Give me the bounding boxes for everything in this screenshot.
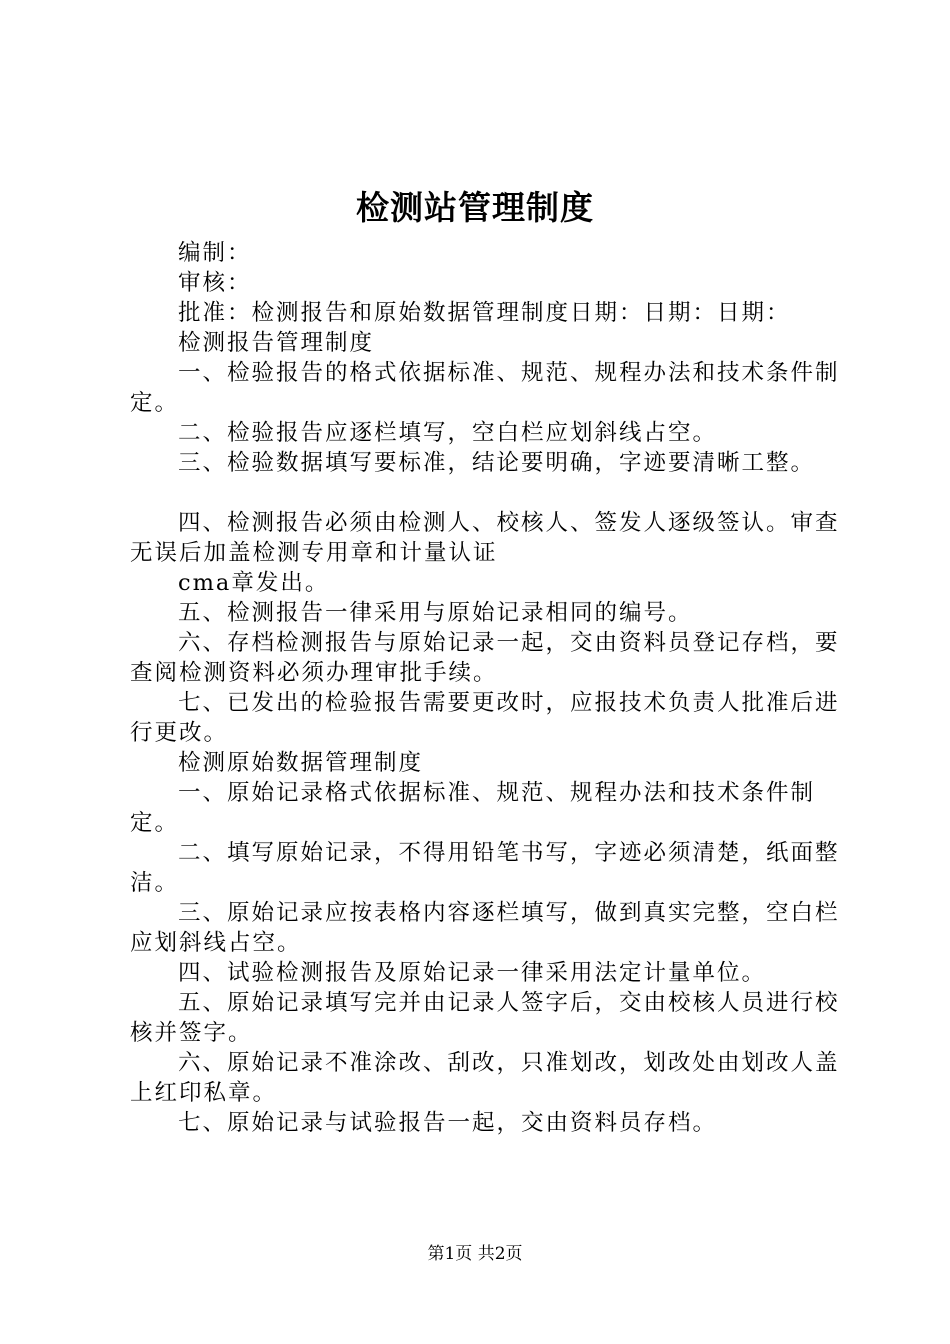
report-rule-4-continued: cma章发出。: [178, 570, 330, 596]
report-rule-7: 七、已发出的检验报告需要更改时，应报技术负责人批准后进行更改。: [130, 690, 840, 746]
document-title: 检测站管理制度: [356, 188, 594, 227]
section-heading-raw-data: 检测原始数据管理制度: [178, 750, 424, 776]
report-rule-1: 一、检验报告的格式依据标准、规范、规程办法和技术条件制定。: [130, 360, 840, 416]
section-heading-report: 检测报告管理制度: [178, 330, 375, 356]
page-number-footer: 第1页 共2页: [427, 1244, 523, 1264]
raw-data-rule-3: 三、原始记录应按表格内容逐栏填写，做到真实完整，空白栏应划斜线占空。: [130, 900, 840, 956]
report-rule-3: 三、检验数据填写要标准，结论要明确，字迹要清晰工整。: [178, 450, 816, 476]
report-rule-2: 二、检验报告应逐栏填写，空白栏应划斜线占空。: [178, 420, 718, 446]
raw-data-rule-4: 四、试验检测报告及原始记录一律采用法定计量单位。: [178, 960, 767, 986]
report-rule-5: 五、检测报告一律采用与原始记录相同的编号。: [178, 600, 693, 626]
raw-data-rule-5: 五、原始记录填写完并由记录人签字后，交由校核人员进行校核并签字。: [130, 990, 840, 1046]
report-rule-6: 六、存档检测报告与原始记录一起，交由资料员登记存档，要查阅检测资料必须办理审批手续。: [130, 630, 840, 686]
reviewed-by-line: 审核：: [178, 270, 252, 296]
compiled-by-line: 编制：: [178, 240, 252, 266]
report-rule-4: 四、检测报告必须由检测人、校核人、签发人逐级签认。审查无误后加盖检测专用章和计量认证: [130, 510, 840, 566]
raw-data-rule-6: 六、原始记录不准涂改、刮改，只准划改，划改处由划改人盖上红印私章。: [130, 1050, 840, 1106]
approved-by-line: 批准：检测报告和原始数据管理制度日期：日期：日期：: [178, 300, 791, 326]
document-body: [130, 238, 860, 1138]
raw-data-rule-7: 七、原始记录与试验报告一起，交由资料员存档。: [178, 1110, 718, 1136]
raw-data-rule-1: 一、原始记录格式依据标准、规范、规程办法和技术条件制定。: [130, 780, 816, 836]
raw-data-rule-2: 二、填写原始记录，不得用铅笔书写，字迹必须清楚，纸面整洁。: [130, 840, 840, 896]
